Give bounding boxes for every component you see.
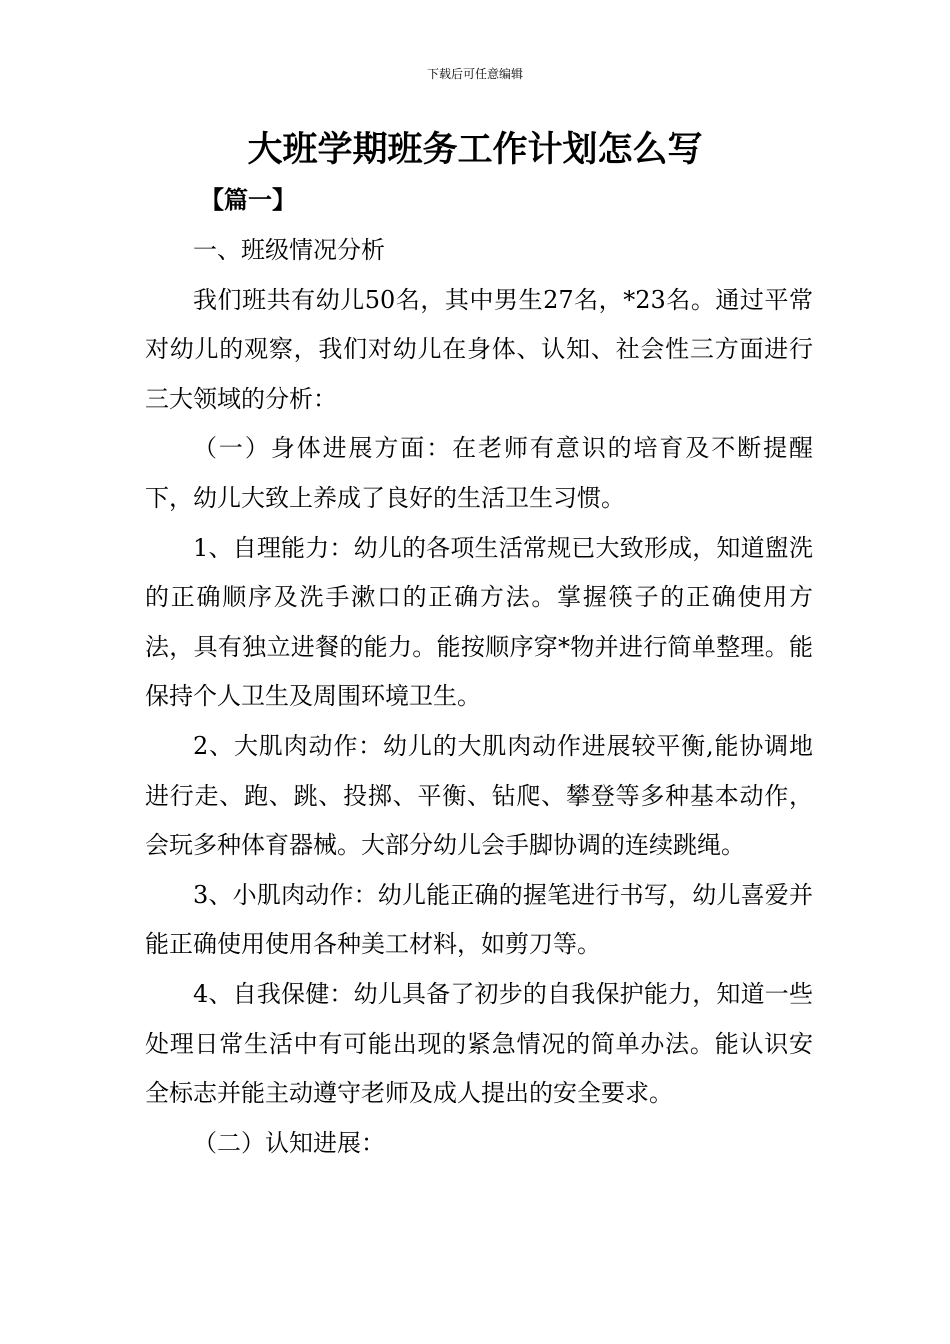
section-heading: 一、班级情况分析: [193, 236, 385, 264]
header-note: 下载后可任意编辑: [426, 67, 523, 81]
section-marker: 【篇一】: [200, 186, 296, 214]
paragraph: 1、自理能力：幼儿的各项生活常规已大致形成，知道盥洗的正确顺序及洗手漱口的正确方法。掌握筷子的正确使用方法，具有独立进餐的能力。能按顺序穿*物并进行简单整理。能保持个人卫生及周围环境卫生。: [145, 533, 813, 711]
paragraph: （一）身体进展方面：在老师有意识的培育及不断提醒下，幼儿大致上养成了良好的生活卫生习惯。: [145, 434, 813, 512]
paragraph: 4、自我保健：幼儿具备了初步的自我保护能力，知道一些处理日常生活中有可能出现的紧急情况的简单办法。能认识安全标志并能主动遵守老师及成人提出的安全要求。: [145, 979, 813, 1108]
subsection-heading: （二）认知进展：: [193, 1128, 385, 1157]
document-title: 大班学期班务工作计划怎么写: [247, 130, 703, 170]
paragraph: 3、小肌肉动作：幼儿能正确的握笔进行书写，幼儿喜爱并能正确使用使用各种美工材料，如剪刀等。: [145, 880, 813, 959]
document-body: [145, 226, 813, 1168]
paragraph: 2、大肌肉动作：幼儿的大肌肉动作进展较平衡,能协调地进行走、跑、跳、投掷、平衡、钻爬、攀登等多种基本动作，会玩多种体育器械。大部分幼儿会手脚协调的连续跳绳。: [145, 731, 813, 860]
paragraph: 我们班共有幼儿50名，其中男生27名，*23名。通过平常对幼儿的观察，我们对幼儿在身体、认知、社会性三方面进行三大领域的分析：: [145, 285, 813, 413]
